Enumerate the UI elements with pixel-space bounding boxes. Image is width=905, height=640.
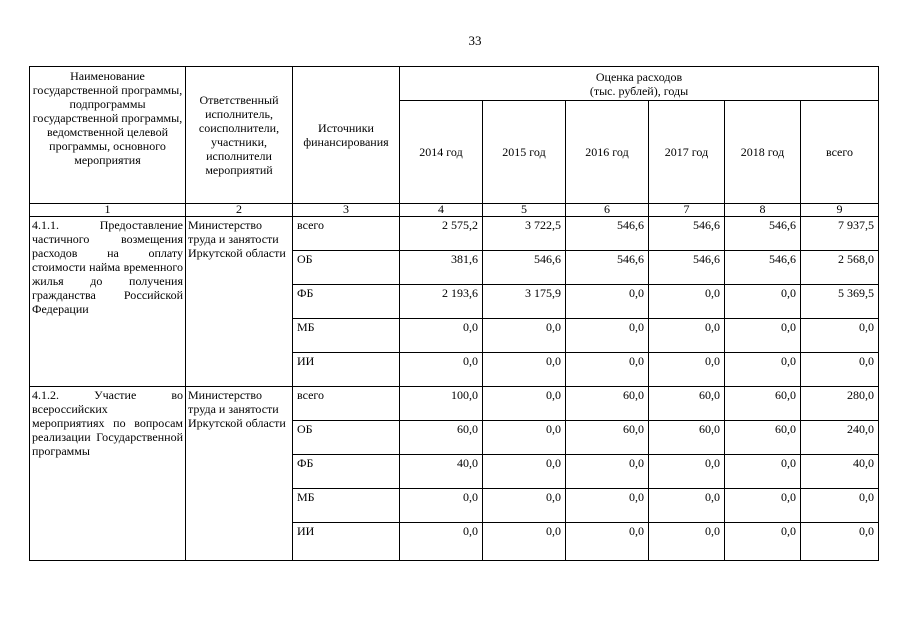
value-cell: 546,6: [725, 217, 801, 251]
value-cell: 40,0: [400, 455, 483, 489]
value-cell: 0,0: [649, 353, 725, 387]
value-cell: 0,0: [649, 523, 725, 561]
header-year-2017: 2017 год: [649, 101, 725, 204]
value-cell: 0,0: [801, 319, 879, 353]
column-number: 6: [566, 204, 649, 217]
value-cell: 546,6: [649, 251, 725, 285]
value-cell: 280,0: [801, 387, 879, 421]
value-cell: 546,6: [725, 251, 801, 285]
value-cell: 5 369,5: [801, 285, 879, 319]
value-cell: 60,0: [566, 421, 649, 455]
value-cell: 2 193,6: [400, 285, 483, 319]
value-cell: 2 575,2: [400, 217, 483, 251]
value-cell: 3 722,5: [483, 217, 566, 251]
header-year-2015: 2015 год: [483, 101, 566, 204]
value-cell: 0,0: [400, 319, 483, 353]
value-cell: 60,0: [649, 421, 725, 455]
funding-source: ИИ: [293, 353, 400, 387]
value-cell: 0,0: [566, 353, 649, 387]
table-row: [30, 387, 879, 421]
value-cell: 3 175,9: [483, 285, 566, 319]
value-cell: 0,0: [801, 353, 879, 387]
responsible-executor: Министерство труда и занятости Иркутской области: [186, 387, 293, 561]
funding-source: ОБ: [293, 251, 400, 285]
header-total: всего: [801, 101, 879, 204]
value-cell: 60,0: [649, 387, 725, 421]
header-year-2016: 2016 год: [566, 101, 649, 204]
header-costs-subtitle: (тыс. рублей), годы: [589, 83, 689, 98]
value-cell: 60,0: [725, 421, 801, 455]
value-cell: 0,0: [649, 455, 725, 489]
value-cell: 0,0: [483, 421, 566, 455]
value-cell: 0,0: [400, 353, 483, 387]
funding-source: ИИ: [293, 523, 400, 561]
header-costs: [400, 67, 879, 101]
funding-source: ФБ: [293, 455, 400, 489]
value-cell: 40,0: [801, 455, 879, 489]
value-cell: 0,0: [483, 387, 566, 421]
column-number: 5: [483, 204, 566, 217]
value-cell: 546,6: [649, 217, 725, 251]
value-cell: 0,0: [649, 489, 725, 523]
value-cell: 0,0: [725, 523, 801, 561]
header-responsible: Ответственный исполнитель, соисполнители, участники, исполнители мероприятий: [186, 67, 293, 204]
value-cell: 0,0: [566, 489, 649, 523]
value-cell: 0,0: [725, 353, 801, 387]
value-cell: 546,6: [566, 217, 649, 251]
value-cell: 0,0: [725, 285, 801, 319]
funding-source: МБ: [293, 489, 400, 523]
value-cell: 60,0: [725, 387, 801, 421]
value-cell: 0,0: [566, 523, 649, 561]
responsible-executor: Министерство труда и занятости Иркутской области: [186, 217, 293, 387]
column-number: 4: [400, 204, 483, 217]
funding-source: ОБ: [293, 421, 400, 455]
value-cell: 0,0: [801, 523, 879, 561]
value-cell: 0,0: [649, 319, 725, 353]
value-cell: 0,0: [566, 319, 649, 353]
value-cell: 546,6: [483, 251, 566, 285]
value-cell: 0,0: [725, 489, 801, 523]
value-cell: 0,0: [483, 523, 566, 561]
value-cell: 100,0: [400, 387, 483, 421]
value-cell: 0,0: [725, 319, 801, 353]
value-cell: 0,0: [483, 489, 566, 523]
expenses-table: [29, 66, 879, 561]
activity-name: 4.1.1. Предоставление частичного возмещения расходов на оплату стоимости найма временного жилья до получения гражданства Российской Федерации: [30, 217, 186, 387]
column-numbers-row: [30, 204, 879, 217]
value-cell: 0,0: [400, 523, 483, 561]
header-year-2014: 2014 год: [400, 101, 483, 204]
funding-source: ФБ: [293, 285, 400, 319]
value-cell: 2 568,0: [801, 251, 879, 285]
table-row: [30, 217, 879, 251]
column-number: 2: [186, 204, 293, 217]
page-number: 33: [468, 33, 482, 48]
value-cell: 240,0: [801, 421, 879, 455]
value-cell: 0,0: [566, 455, 649, 489]
header-year-2018: 2018 год: [725, 101, 801, 204]
funding-source: всего: [293, 217, 400, 251]
column-number: 3: [293, 204, 400, 217]
column-number: 8: [725, 204, 801, 217]
value-cell: 0,0: [801, 489, 879, 523]
header-costs-title: Оценка расходов: [595, 69, 683, 84]
activity-name: 4.1.2. Участие во всероссийских мероприятиях по вопросам реализации Государственной программы: [30, 387, 186, 561]
column-number: 7: [649, 204, 725, 217]
value-cell: 0,0: [483, 319, 566, 353]
value-cell: 546,6: [566, 251, 649, 285]
value-cell: 0,0: [400, 489, 483, 523]
value-cell: 0,0: [483, 455, 566, 489]
value-cell: 0,0: [725, 455, 801, 489]
value-cell: 60,0: [566, 387, 649, 421]
column-number: 1: [30, 204, 186, 217]
funding-source: МБ: [293, 319, 400, 353]
value-cell: 0,0: [649, 285, 725, 319]
value-cell: 381,6: [400, 251, 483, 285]
header-funding-sources: Источники финансирования: [293, 67, 400, 204]
value-cell: 7 937,5: [801, 217, 879, 251]
header-program-name: Наименование государственной программы, подпрограммы государственной программы, ведомственной целевой программы, основного мероприятия: [30, 67, 186, 204]
funding-source: всего: [293, 387, 400, 421]
value-cell: 60,0: [400, 421, 483, 455]
value-cell: 0,0: [566, 285, 649, 319]
value-cell: 0,0: [483, 353, 566, 387]
column-number: 9: [801, 204, 879, 217]
